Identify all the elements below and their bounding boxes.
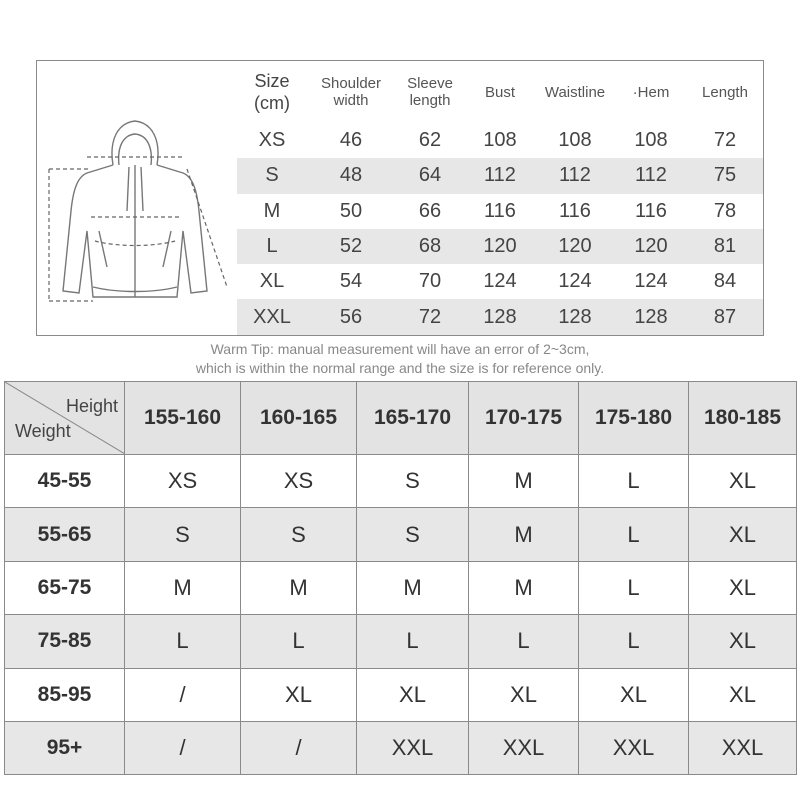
warm-tip-line-2: which is within the normal range and the size is for reference only. xyxy=(195,360,605,376)
header-line: ·Hem xyxy=(632,83,670,101)
recommended-size-cell: XL xyxy=(689,615,797,668)
measurement-cell: 120 xyxy=(483,235,517,258)
measurement-cell: 120 xyxy=(558,235,592,258)
measurement-cell: 72 xyxy=(713,129,737,152)
size-label-cell: XL xyxy=(259,270,285,293)
height-range-header: 180-185 xyxy=(689,382,797,455)
measurement-cell: 124 xyxy=(558,270,592,293)
height-axis-label: Height xyxy=(65,396,118,416)
recommended-size-cell: L xyxy=(125,615,241,668)
size-col-header xyxy=(237,61,307,123)
measurement-cell: 64 xyxy=(418,164,442,187)
measurement-cell: 81 xyxy=(713,235,737,258)
weight-range-cell: 45-55 xyxy=(5,455,125,508)
weight-axis-label: Weight xyxy=(15,421,71,441)
recommended-size-cell: L xyxy=(579,615,689,668)
recommended-size-cell: XXL xyxy=(579,721,689,774)
measurement-cell: 128 xyxy=(483,305,517,328)
recommended-size-cell: L xyxy=(241,615,357,668)
weight-range-cell: 55-65 xyxy=(5,508,125,561)
hoodie-sketch-icon xyxy=(37,61,237,335)
weight-range-cell: 85-95 xyxy=(5,668,125,721)
recommended-size-cell: XS xyxy=(241,455,357,508)
measurement-cell: 124 xyxy=(634,270,668,293)
measurement-cell: 70 xyxy=(418,270,442,293)
weight-row xyxy=(5,615,797,668)
recommended-size-cell: / xyxy=(241,721,357,774)
recommended-size-cell: S xyxy=(241,508,357,561)
height-range-header: 160-165 xyxy=(241,382,357,455)
size-col-header xyxy=(395,61,465,123)
recommended-size-cell: XL xyxy=(689,455,797,508)
height-range-header: 175-180 xyxy=(579,382,689,455)
weight-range-cell: 95+ xyxy=(5,721,125,774)
diagonal-divider-icon xyxy=(5,382,125,454)
size-row xyxy=(237,299,763,334)
measurement-cell: 112 xyxy=(484,164,516,187)
size-row xyxy=(237,194,763,229)
measurement-cell: 120 xyxy=(634,235,668,258)
measurement-cell: 66 xyxy=(418,199,442,222)
measurement-cell: 54 xyxy=(339,270,363,293)
jacket-illustration xyxy=(37,61,237,335)
corner-cell xyxy=(5,382,125,455)
recommended-size-cell: M xyxy=(469,561,579,614)
recommended-size-cell: L xyxy=(579,455,689,508)
recommended-size-cell: XXL xyxy=(357,721,469,774)
recommended-size-cell: / xyxy=(125,668,241,721)
measurement-cell: 84 xyxy=(713,270,737,293)
size-col-header xyxy=(535,61,615,123)
recommended-size-cell: M xyxy=(469,455,579,508)
measurement-cell: 116 xyxy=(635,199,667,222)
header-line: Length xyxy=(702,83,748,101)
header-line: Bust xyxy=(484,83,515,101)
measurement-cell: 128 xyxy=(634,305,668,328)
recommended-size-cell: S xyxy=(357,508,469,561)
weight-row xyxy=(5,455,797,508)
measurement-cell: 87 xyxy=(713,305,737,328)
height-weight-table xyxy=(4,381,797,775)
size-table-body xyxy=(237,123,763,335)
recommended-size-cell: S xyxy=(357,455,469,508)
header-line: width xyxy=(333,92,369,109)
recommended-size-cell: M xyxy=(125,561,241,614)
measurement-cell: 116 xyxy=(484,199,516,222)
header-line: Size xyxy=(254,71,290,91)
weight-range-cell: 65-75 xyxy=(5,561,125,614)
size-label-cell: S xyxy=(265,164,279,187)
size-col-header xyxy=(465,61,535,123)
recommended-size-cell: XL xyxy=(579,668,689,721)
weight-row xyxy=(5,668,797,721)
recommended-size-cell: XXL xyxy=(689,721,797,774)
measurement-cell: 108 xyxy=(634,129,668,152)
measurement-cell: 56 xyxy=(339,305,363,328)
header-line: length xyxy=(409,92,451,109)
header-line: Waistline xyxy=(544,83,606,101)
size-label-cell: M xyxy=(263,199,281,222)
recommended-size-cell: M xyxy=(469,508,579,561)
measurement-cell: 108 xyxy=(483,129,517,152)
measurement-cell: 52 xyxy=(339,235,363,258)
weight-row xyxy=(5,721,797,774)
measurement-cell: 50 xyxy=(339,199,363,222)
measurement-cell: 75 xyxy=(713,164,737,187)
measurement-cell: 46 xyxy=(339,129,363,152)
weight-row xyxy=(5,508,797,561)
measurement-cell: 128 xyxy=(558,305,592,328)
recommended-size-cell: XL xyxy=(689,668,797,721)
recommended-size-cell: XL xyxy=(689,561,797,614)
measurement-cell: 124 xyxy=(483,270,517,293)
measurement-cell: 112 xyxy=(635,164,667,187)
height-range-header: 155-160 xyxy=(125,382,241,455)
recommended-size-cell: XS xyxy=(125,455,241,508)
size-label-cell: XS xyxy=(258,129,286,152)
size-table-header xyxy=(237,61,763,123)
recommended-size-cell: M xyxy=(357,561,469,614)
warm-tip-line-1: Warm Tip: manual measurement will have an error of 2~3cm, xyxy=(210,341,590,357)
size-chart-panel xyxy=(36,60,764,336)
measurement-cell: 116 xyxy=(559,199,591,222)
recommended-size-cell: S xyxy=(125,508,241,561)
measurement-cell: 48 xyxy=(339,164,363,187)
header-line: Sleeve xyxy=(407,75,453,92)
measurement-cell: 78 xyxy=(713,199,737,222)
recommended-size-cell: L xyxy=(579,561,689,614)
size-label-cell: XXL xyxy=(253,305,291,328)
size-col-header xyxy=(615,61,687,123)
recommended-size-cell: XXL xyxy=(469,721,579,774)
measurement-cell: 108 xyxy=(558,129,592,152)
recommended-size-cell: XL xyxy=(469,668,579,721)
measurement-cell: 112 xyxy=(559,164,591,187)
measurement-cell: 68 xyxy=(418,235,442,258)
size-table xyxy=(237,61,763,335)
header-line: Shoulder xyxy=(320,75,382,92)
size-row xyxy=(237,158,763,193)
size-label-cell: L xyxy=(266,235,278,258)
weight-range-cell: 75-85 xyxy=(5,615,125,668)
height-range-header: 165-170 xyxy=(357,382,469,455)
height-header-row xyxy=(5,382,797,455)
recommended-size-cell: / xyxy=(125,721,241,774)
size-row xyxy=(237,264,763,299)
recommended-size-cell: M xyxy=(241,561,357,614)
measurement-cell: 62 xyxy=(418,129,442,152)
size-row xyxy=(237,123,763,158)
recommended-size-cell: L xyxy=(357,615,469,668)
height-range-header: 170-175 xyxy=(469,382,579,455)
size-row xyxy=(237,229,763,264)
size-col-header xyxy=(687,61,763,123)
height-weight-body xyxy=(5,455,797,775)
warm-tip xyxy=(0,340,800,378)
recommended-size-cell: L xyxy=(579,508,689,561)
measurement-cell: 72 xyxy=(418,305,442,328)
recommended-size-cell: L xyxy=(469,615,579,668)
header-line: (cm) xyxy=(254,93,290,113)
recommended-size-cell: XL xyxy=(689,508,797,561)
weight-row xyxy=(5,561,797,614)
size-col-header xyxy=(307,61,395,123)
recommended-size-cell: XL xyxy=(241,668,357,721)
recommended-size-cell: XL xyxy=(357,668,469,721)
